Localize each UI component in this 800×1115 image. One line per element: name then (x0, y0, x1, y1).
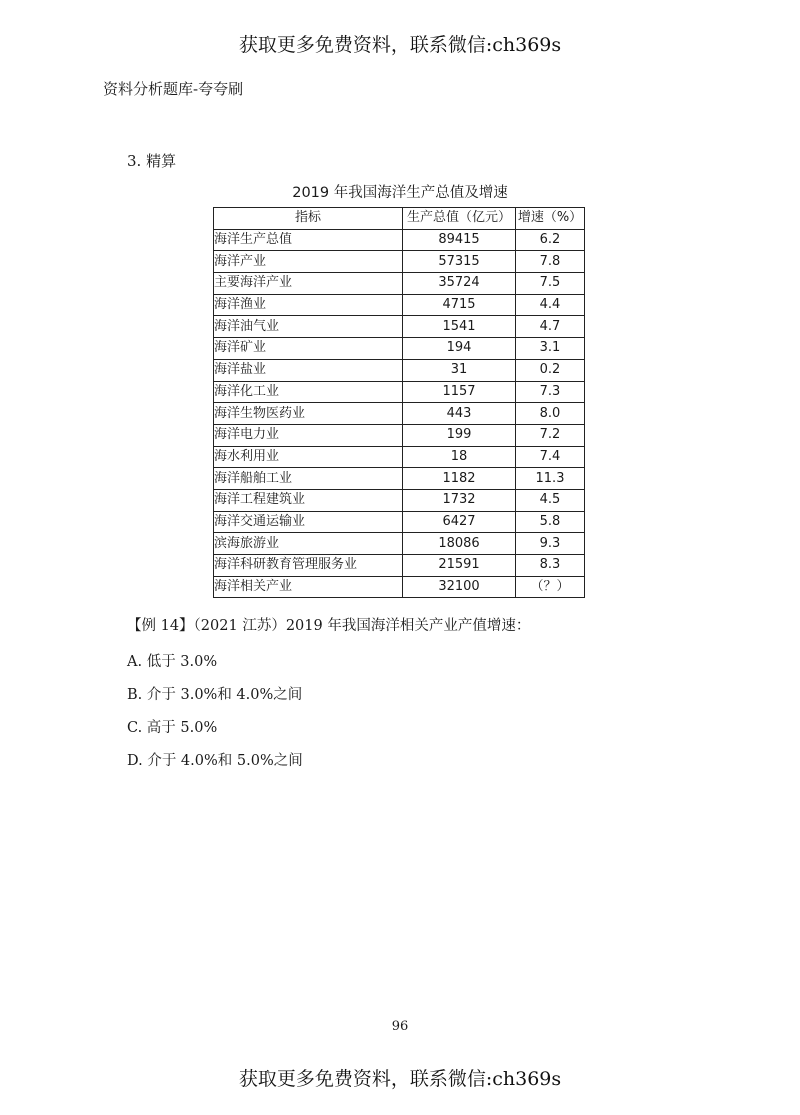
table-row (214, 489, 585, 511)
table-row (214, 424, 585, 446)
bottom-banner: 获取更多免费资料，联系微信:ch369s (238, 1068, 562, 1090)
growth-rate-cell: （？） (516, 576, 585, 598)
table-row (214, 359, 585, 381)
section-heading: 3. 精算 (127, 152, 177, 170)
table-row (214, 229, 585, 251)
indicator-cell: 海洋渔业 (214, 294, 403, 316)
table-row (214, 576, 585, 598)
indicator-cell: 主要海洋产业 (214, 273, 403, 295)
growth-rate-cell: 3.1 (516, 338, 585, 360)
table-row (214, 555, 585, 577)
growth-rate-cell: 8.0 (516, 403, 585, 425)
output-value-cell: 1732 (403, 489, 516, 511)
data-table (213, 207, 585, 598)
growth-rate-cell: 9.3 (516, 533, 585, 555)
growth-rate-cell: 7.2 (516, 424, 585, 446)
table-row (214, 273, 585, 295)
output-value-cell: 1182 (403, 468, 516, 490)
header-growth-rate: 增速（%） (516, 208, 585, 230)
document-subtitle: 资料分析题库-夸夸刷 (103, 80, 244, 98)
output-value-cell: 32100 (403, 576, 516, 598)
output-value-cell: 199 (403, 424, 516, 446)
indicator-cell: 海洋盐业 (214, 359, 403, 381)
table-row (214, 511, 585, 533)
table-row (214, 468, 585, 490)
growth-rate-cell: 8.3 (516, 555, 585, 577)
output-value-cell: 57315 (403, 251, 516, 273)
indicator-cell: 海洋生产总值 (214, 229, 403, 251)
indicator-cell: 海洋交通运输业 (214, 511, 403, 533)
indicator-cell: 海洋油气业 (214, 316, 403, 338)
indicator-cell: 海洋科研教育管理服务业 (214, 555, 403, 577)
table-row (214, 294, 585, 316)
option-d: D. 介于 4.0%和 5.0%之间 (127, 753, 303, 769)
output-value-cell: 443 (403, 403, 516, 425)
growth-rate-cell: 7.5 (516, 273, 585, 295)
header-indicator: 指标 (214, 208, 403, 230)
growth-rate-cell: 4.4 (516, 294, 585, 316)
output-value-cell: 31 (403, 359, 516, 381)
table-row (214, 316, 585, 338)
indicator-cell: 海洋生物医药业 (214, 403, 403, 425)
indicator-cell: 滨海旅游业 (214, 533, 403, 555)
table-row (214, 381, 585, 403)
indicator-cell: 海洋船舶工业 (214, 468, 403, 490)
table-row (214, 251, 585, 273)
output-value-cell: 89415 (403, 229, 516, 251)
growth-rate-cell: 7.3 (516, 381, 585, 403)
table-title: 2019 年我国海洋生产总值及增速 (292, 185, 508, 201)
indicator-cell: 海洋相关产业 (214, 576, 403, 598)
top-banner: 获取更多免费资料，联系微信:ch369s (238, 34, 562, 56)
growth-rate-cell: 7.4 (516, 446, 585, 468)
indicator-cell: 海洋工程建筑业 (214, 489, 403, 511)
indicator-cell: 海洋电力业 (214, 424, 403, 446)
option-b: B. 介于 3.0%和 4.0%之间 (127, 687, 303, 703)
growth-rate-cell: 6.2 (516, 229, 585, 251)
indicator-cell: 海水利用业 (214, 446, 403, 468)
question-text: 【例 14】（2021 江苏）2019 年我国海洋相关产业产值增速： (127, 618, 531, 634)
output-value-cell: 35724 (403, 273, 516, 295)
output-value-cell: 194 (403, 338, 516, 360)
table-row (214, 338, 585, 360)
output-value-cell: 18 (403, 446, 516, 468)
growth-rate-cell: 7.8 (516, 251, 585, 273)
indicator-cell: 海洋矿业 (214, 338, 403, 360)
page-number: 96 (391, 1019, 409, 1034)
growth-rate-cell: 5.8 (516, 511, 585, 533)
growth-rate-cell: 4.5 (516, 489, 585, 511)
table-row (214, 533, 585, 555)
growth-rate-cell: 11.3 (516, 468, 585, 490)
table-row (214, 403, 585, 425)
option-a: A. 低于 3.0% (127, 654, 218, 670)
growth-rate-cell: 0.2 (516, 359, 585, 381)
indicator-cell: 海洋产业 (214, 251, 403, 273)
output-value-cell: 21591 (403, 555, 516, 577)
table-row (214, 446, 585, 468)
output-value-cell: 6427 (403, 511, 516, 533)
output-value-cell: 18086 (403, 533, 516, 555)
indicator-cell: 海洋化工业 (214, 381, 403, 403)
output-value-cell: 4715 (403, 294, 516, 316)
growth-rate-cell: 4.7 (516, 316, 585, 338)
output-value-cell: 1157 (403, 381, 516, 403)
header-output-value: 生产总值（亿元） (403, 208, 516, 230)
table-header-row (214, 208, 585, 230)
option-c: C. 高于 5.0% (127, 720, 218, 736)
output-value-cell: 1541 (403, 316, 516, 338)
